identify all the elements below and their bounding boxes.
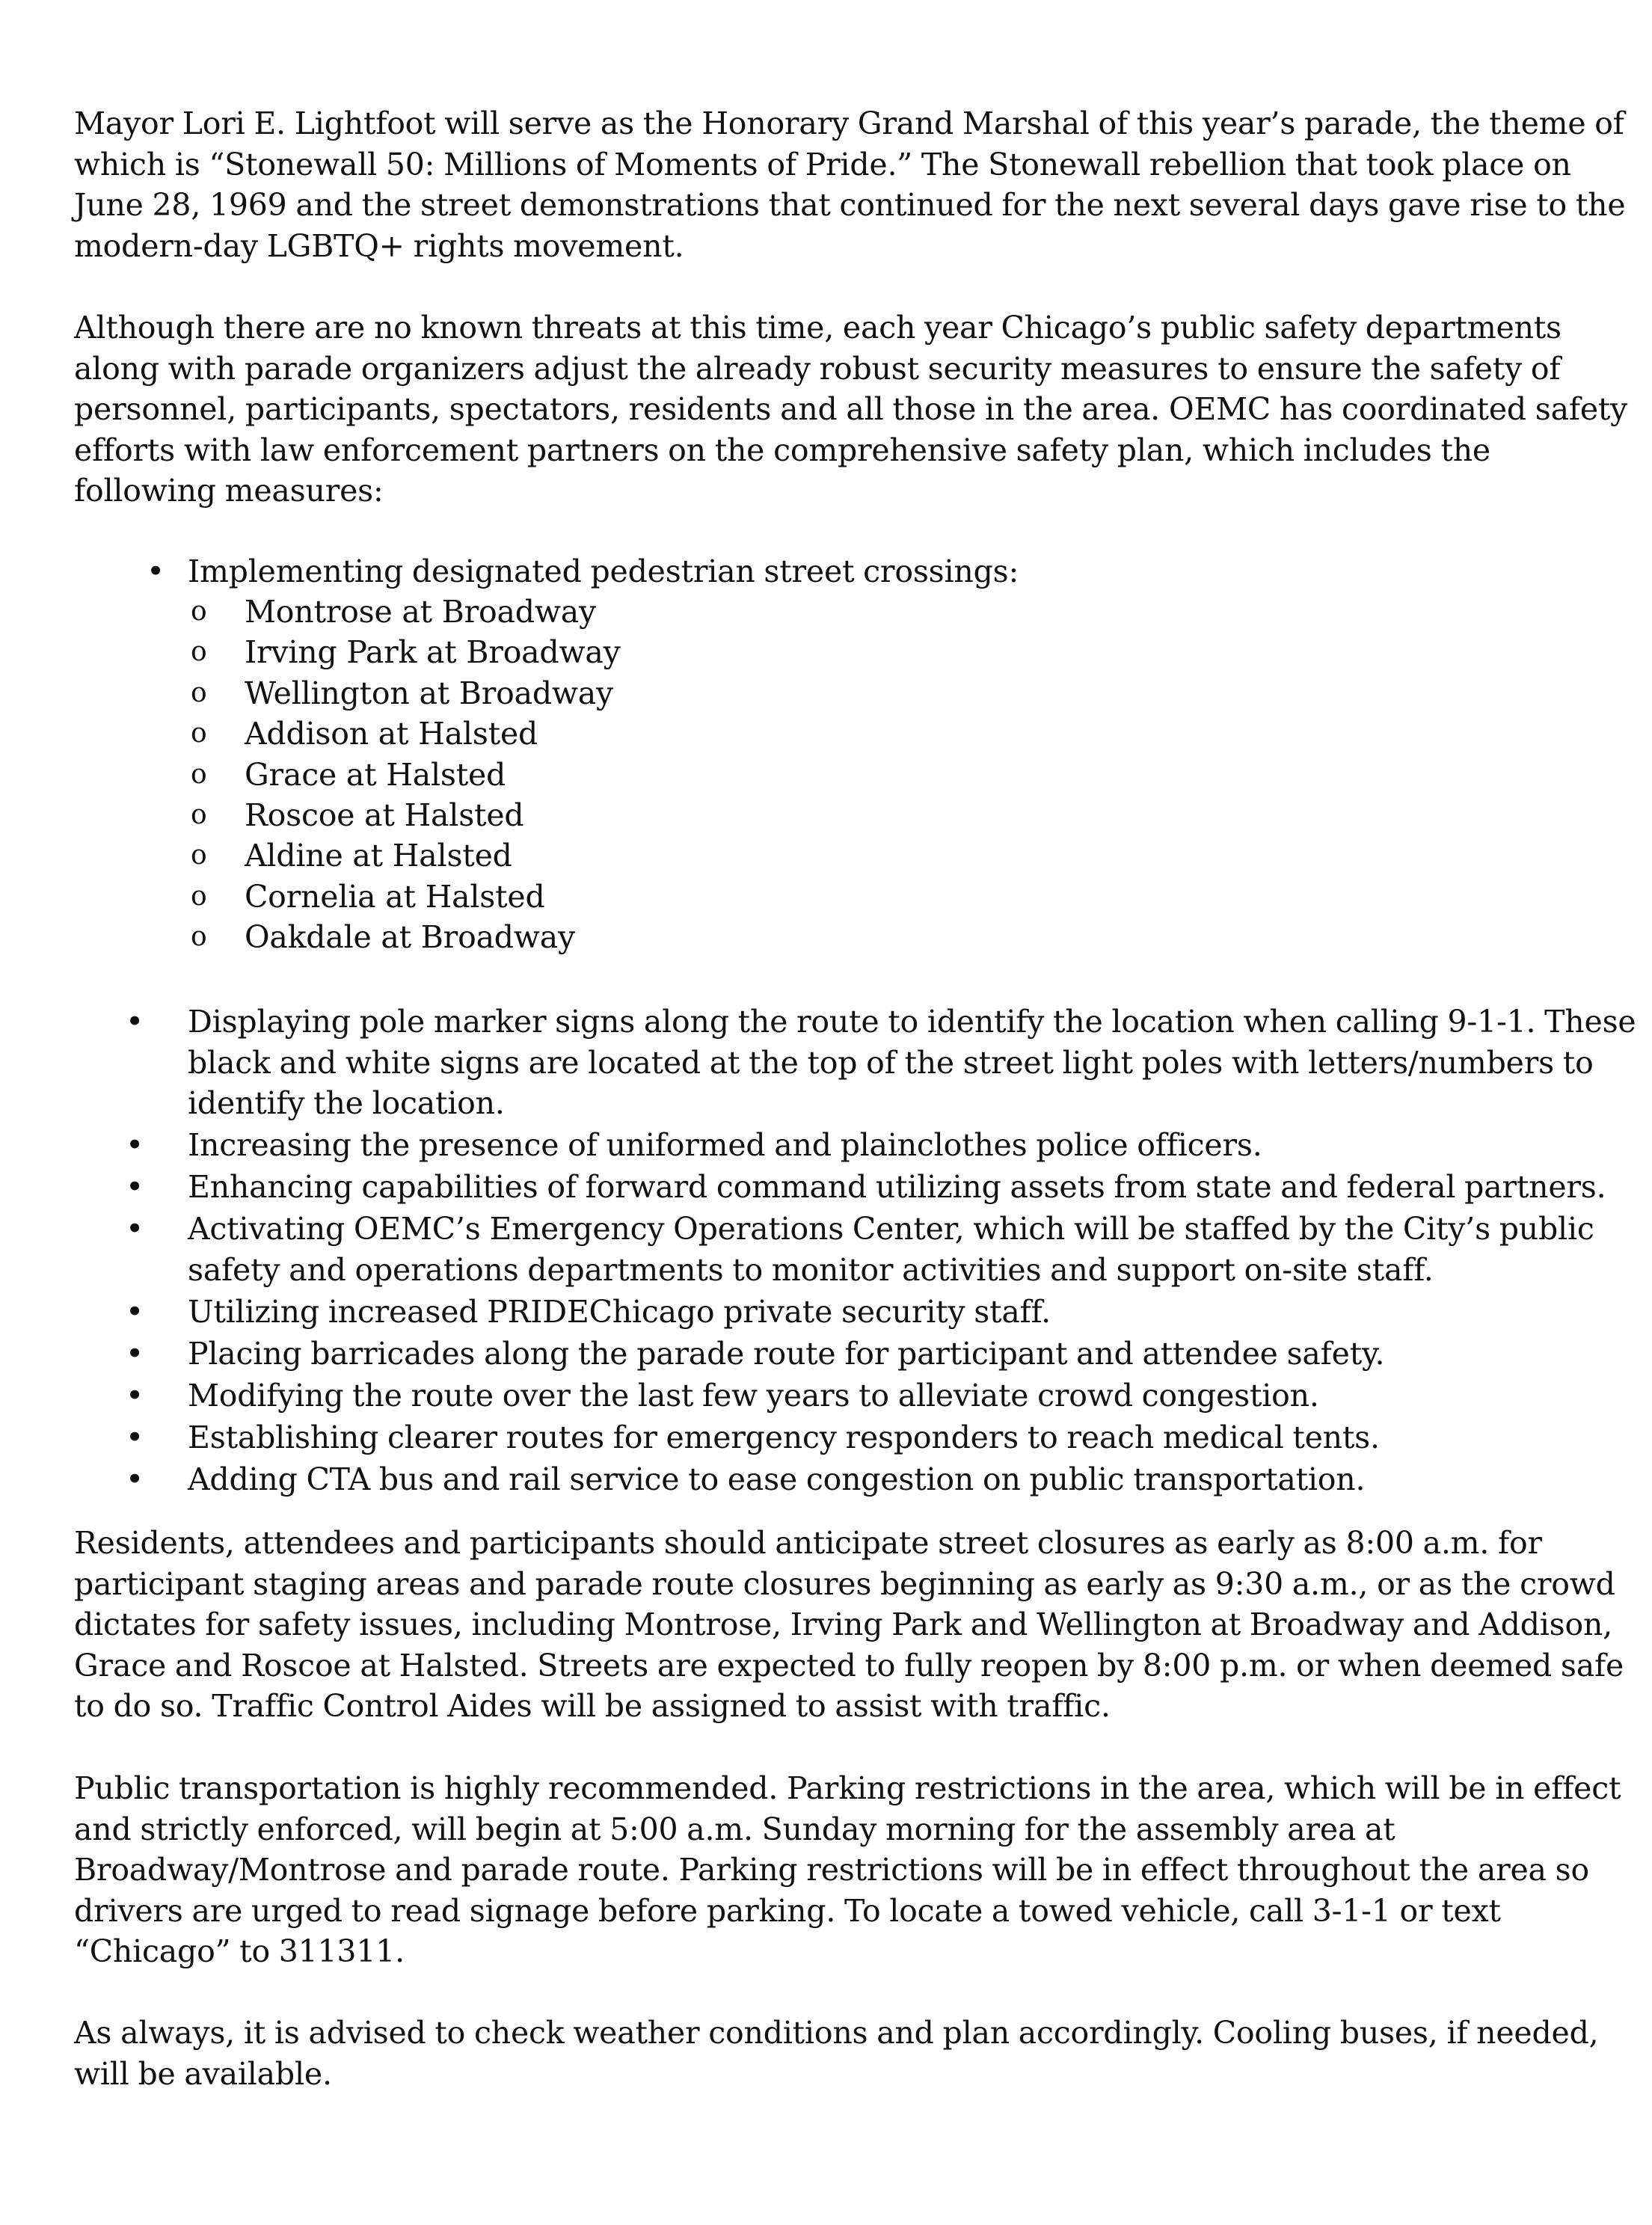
bullet-glyph: • bbox=[126, 1293, 144, 1330]
document-page: Mayor Lori E. Lightfoot will serve as the Honorary Grand Marshal of this year’s parade, the theme of which is “Stonewall 50: Millions of Moments of Pride.” The Stonewall rebellion that took place on June 28, 1969 and the street demonstrations that continued for the next several days gave rise to the modern-day LGBTQ+ rights movement. Although there are no known threats at this time, each year Chicago’s public safety departments along with parade organizers adjust the already robust security measures to ensure the safety of personnel, participants, spectators, residents and all those in the area. OEMC has coordinated safety efforts with law enforcement partners on the comprehensive safety plan, which includes the following measures: • Implementing designated pedestrian street crossings: o Montrose at Broadway o Irving Park at Broadway o Wellington at Broadway o Addison at Halsted o Grace at Halsted o Roscoe at Halsted o Aldine at Halsted o Cornelia at Halsted o Oakdale at Broadway • Displaying pole marker signs along the route to identify the location when calling 9-1-1. These black and white signs are located at the top of the street light poles with letters/numbers to identify the location. • Increasing the presence of uniformed and plainclothes police officers. • Enhancing capabilities of forward command utilizing assets from state and federal partners. • Activating OEMC’s Emergency Operations Center, which will be staffed by the City’s public safety and operations departments to monitor activities and support on-site staff. • Utilizing increased PRIDEChicago private security staff. • Placing barricades along the parade route for participant and attendee safety. • Modifying the route over the last few years to alleviate crowd congestion. • Establishing clearer routes for emergency responders to reach medical tents. • Adding CTA bus and rail service to ease congestion on public transportation. Residents, attendees and participants should anticipate street closures as early as 8:00 a.m. for participant staging areas and parade route closures beginning as early as 9:30 a.m., or as the crowd dictates for safety issues, including Montrose, Irving Park and Wellington at Broadway and Addison, Grace and Roscoe at Halsted. Streets are expected to fully reopen by 8:00 p.m. or when deemed safe to do so. Traffic Control Aides will be assigned to assist with traffic. Public transportation is highly recommended. Parking restrictions in the area, which will be in effect and strictly enforced, will begin at 5:00 a.m. Sunday morning for the assembly area at Broadway/Montrose and parade route. Parking restrictions will be in effect throughout the area so drivers are urged to read signage before parking. To locate a towed vehicle, call 3-1-1 or text “Chicago” to 311311. As always, it is advised to check weather conditions and plan accordingly. Cooling buses, if needed, will be available. bbox=[0, 0, 1652, 2225]
sub-bullet-glyph: o bbox=[191, 880, 207, 912]
bullet-glyph: • bbox=[126, 1169, 144, 1205]
bullet-glyph: • bbox=[126, 1127, 144, 1163]
measure-item: • Increasing the presence of uniformed and plainclothes police officers. bbox=[126, 1125, 1636, 1166]
measure-item: • Placing barricades along the parade route for participant and attendee safety. bbox=[126, 1334, 1636, 1375]
bullet-glyph: • bbox=[126, 1419, 144, 1455]
safety-measures-list bbox=[126, 1001, 1636, 1500]
sub-bullet-glyph: o bbox=[191, 758, 207, 790]
paragraph-weather: As always, it is advised to check weather conditions and plan accordingly. Cooling buses, if needed, will be available. bbox=[74, 2015, 1599, 2092]
measure-item: • Displaying pole marker signs along the route to identify the location when calling 9-1-1. These black and white signs are located at the top of the street light poles with letters/numbers to identify the location. bbox=[126, 1001, 1636, 1124]
measure-item: • Enhancing capabilities of forward command utilizing assets from state and federal partners. bbox=[126, 1167, 1636, 1208]
bullet-glyph: • bbox=[126, 1461, 144, 1497]
bullet-glyph: • bbox=[147, 553, 165, 589]
measure-item: • Establishing clearer routes for emergency responders to reach medical tents. bbox=[126, 1417, 1636, 1458]
crossings-lead-text: Implementing designated pedestrian street crossings: bbox=[188, 553, 1019, 589]
paragraph-public-transportation: Public transportation is highly recommended. Parking restrictions in the area, which will be in effect and strictly enforced, will begin at 5:00 a.m. Sunday morning for the assembly area at Broadway/Montrose and parade route. Parking restrictions will be in effect throughout the area so drivers are urged to read signage before parking. To locate a towed vehicle, call 3-1-1 or text “Chicago” to 311311. bbox=[74, 1770, 1621, 1969]
paragraph-street-closures: Residents, attendees and participants should anticipate street closures as early as 8:00 a.m. for participant staging areas and parade route closures beginning as early as 9:30 a.m., or as the crowd dictates for safety issues, including Montrose, Irving Park and Wellington at Broadway and Addison, Grace and Roscoe at Halsted. Streets are expected to fully reopen by 8:00 p.m. or when deemed safe to do so. Traffic Control Aides will be assigned to assist with traffic. bbox=[74, 1525, 1624, 1724]
crossings-bullet bbox=[147, 551, 1605, 592]
paragraph-safety-intro: Although there are no known threats at this time, each year Chicago’s public safety departments along with parade organizers adjust the already robust security measures to ensure the safety of personnel, participants, spectators, residents and all those in the area. OEMC has coordinated safety efforts with law enforcement partners on the comprehensive safety plan, which includes the following measures: bbox=[74, 310, 1628, 509]
bullet-glyph: • bbox=[126, 1211, 144, 1247]
measure-item: • Modifying the route over the last few years to alleviate crowd congestion. bbox=[126, 1375, 1636, 1417]
bullet-glyph: • bbox=[126, 1004, 144, 1040]
bullet-glyph: • bbox=[126, 1377, 144, 1414]
measure-item: • Adding CTA bus and rail service to ease congestion on public transportation. bbox=[126, 1459, 1636, 1500]
paragraph-grand-marshal: Mayor Lori E. Lightfoot will serve as the Honorary Grand Marshal of this year’s parade, the theme of which is “Stonewall 50: Millions of Moments of Pride.” The Stonewall rebellion that took place on June 28, 1969 and the street demonstrations that continued for the next several days gave rise to the modern-day LGBTQ+ rights movement. bbox=[74, 105, 1626, 264]
sub-bullet-glyph: o bbox=[191, 921, 207, 953]
measure-item: • Activating OEMC’s Emergency Operations Center, which will be staffed by the City’s public safety and operations departments to monitor activities and support on-site staff. bbox=[126, 1209, 1636, 1290]
sub-bullet-glyph: o bbox=[191, 677, 207, 708]
sub-bullet-glyph: o bbox=[191, 840, 207, 871]
sub-bullet-glyph: o bbox=[191, 799, 207, 830]
measure-item: • Utilizing increased PRIDEChicago private security staff. bbox=[126, 1292, 1636, 1333]
sub-bullet-glyph: o bbox=[191, 636, 207, 668]
sub-bullet-glyph: o bbox=[191, 596, 207, 627]
sub-bullet-glyph: o bbox=[191, 718, 207, 749]
bullet-glyph: • bbox=[126, 1335, 144, 1372]
